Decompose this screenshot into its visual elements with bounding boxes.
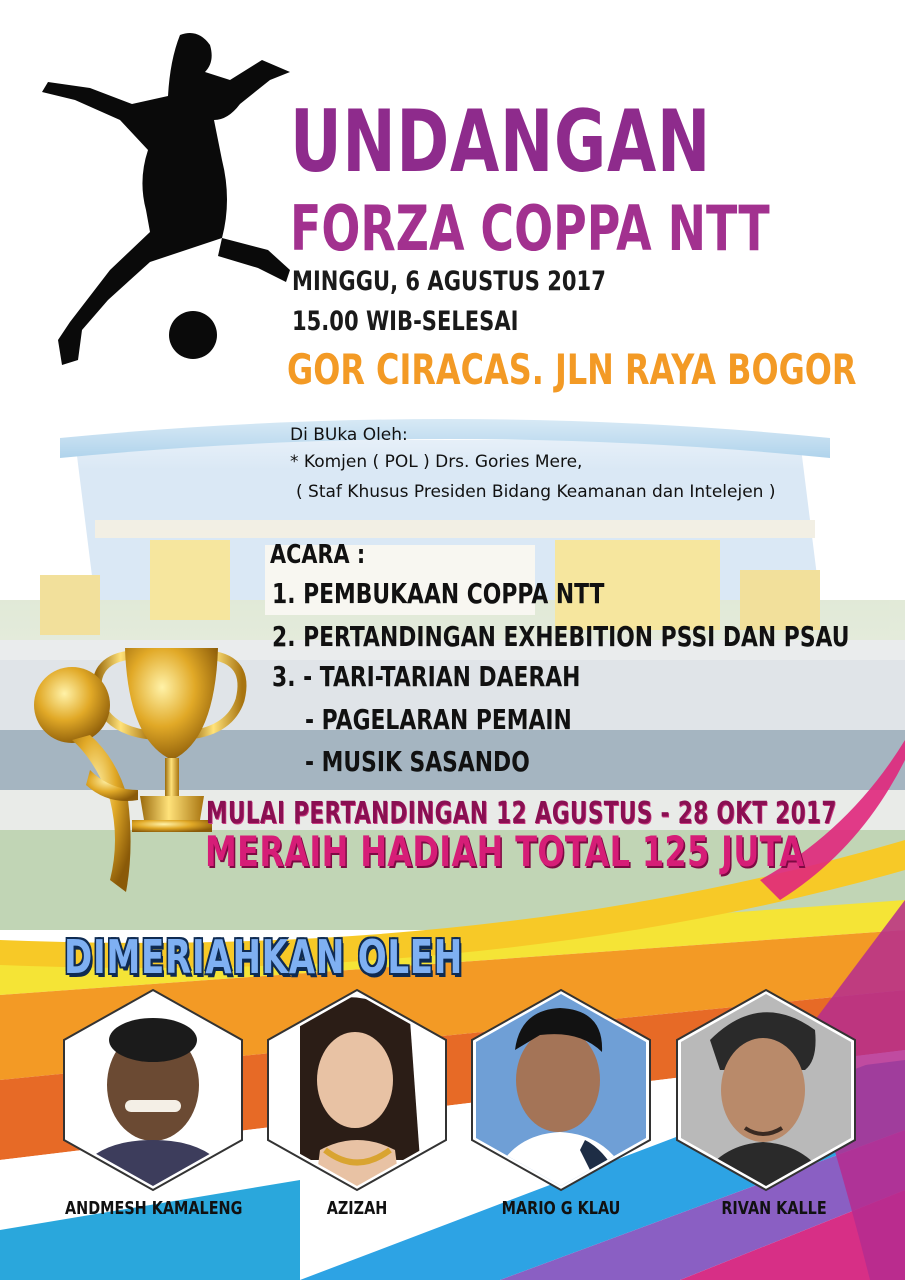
soccer-player-silhouette-icon xyxy=(42,33,290,365)
performer-name: RIVAN KALLE xyxy=(721,1198,827,1219)
match-schedule: MULAI PERTANDINGAN 12 AGUSTUS - 28 OKT 2017 xyxy=(206,796,837,831)
agenda-item: 1. PEMBUKAAN COPPA NTT xyxy=(272,577,605,610)
invitation-title: UNDANGAN xyxy=(290,92,711,192)
event-date: MINGGU, 6 AGUSTUS 2017 xyxy=(292,266,606,297)
agenda-item: - MUSIK SASANDO xyxy=(305,745,530,778)
opened-by-label: Di BUka Oleh: xyxy=(290,425,408,445)
opened-by-role: ( Staf Khusus Presiden Bidang Keamanan dan Intelejen ) xyxy=(296,482,776,502)
prize-total: MERAIH HADIAH TOTAL 125 JUTA xyxy=(205,827,805,876)
agenda-item: 2. PERTANDINGAN EXHEBITION PSSI DAN PSAU xyxy=(272,620,850,653)
opened-by-name: * Komjen ( POL ) Drs. Gories Mere, xyxy=(290,452,583,472)
event-venue: GOR CIRACAS. JLN RAYA BOGOR xyxy=(287,345,857,394)
performer-name: MARIO G KLAU xyxy=(501,1198,621,1219)
event-name: FORZA COPPA NTT xyxy=(290,192,770,265)
event-time: 15.00 WIB-SELESAI xyxy=(292,306,519,337)
performer-name: AZIZAH xyxy=(326,1198,388,1219)
performers-title: DIMERIAHKAN OLEH xyxy=(64,930,464,984)
agenda-item: 3. - TARI-TARIAN DAERAH xyxy=(272,660,581,693)
agenda-item: - PAGELARAN PEMAIN xyxy=(305,703,572,736)
agenda-title: ACARA : xyxy=(270,540,366,570)
performer-name: ANDMESH KAMALENG xyxy=(65,1198,243,1219)
soccer-ball-icon xyxy=(169,311,217,359)
